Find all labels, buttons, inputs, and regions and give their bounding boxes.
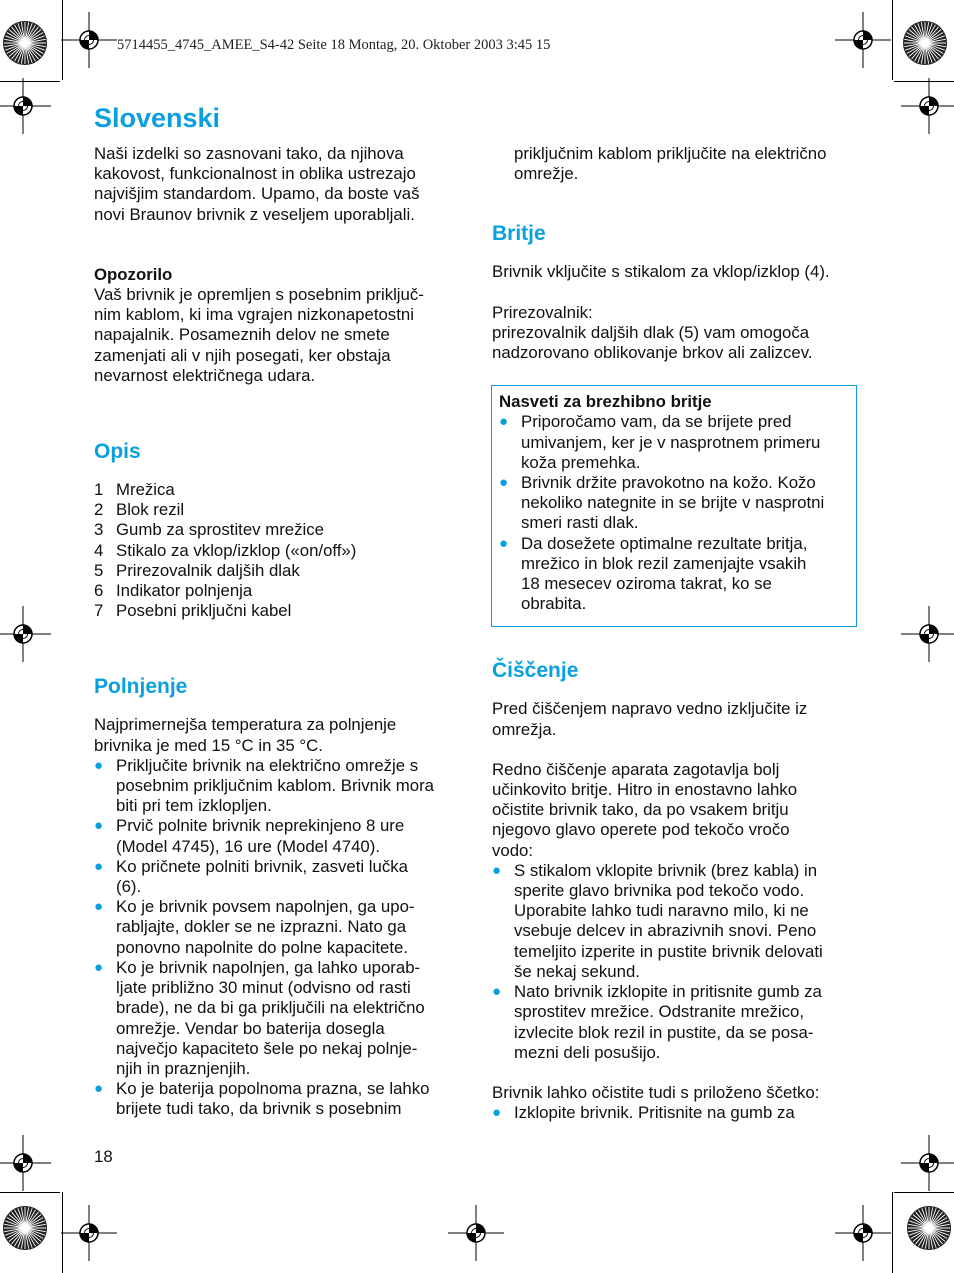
bullet-line: Ko je baterija popolnoma prazna, se lahko [116,1079,430,1099]
bullet-line: Nato brivnik izklopite in pritisnite gumb za [514,982,822,1002]
cleaning-line: njegovo glavo operete pod tekočo vročo [492,820,790,840]
color-target-icon [906,1205,952,1251]
bullet-line: Ko pričnete polniti brivnik, zasveti lučka [116,856,408,876]
warning-line: napajalnik. Posameznih delov ne smete [94,325,390,345]
cleaning-line: Redno čiščenje aparata zagotavlja bolj [492,759,780,779]
bullet-item [94,816,462,856]
bullet-line: Da dosežete optimalne rezultate britja, [521,533,808,553]
charging-bullets [94,756,462,1120]
bullet-line: (Model 4745), 16 ure (Model 4740). [116,836,380,856]
page-number: 18 [94,1147,113,1166]
crop-line [894,1192,954,1193]
bullet-line: Ko je brivnik povsem napolnjen, ga upo- [116,897,415,917]
bullet-item [94,958,462,1079]
crop-line [0,1192,60,1193]
bullet-line: obrabita. [521,594,587,614]
bullet-icon: ● [94,1080,104,1098]
registration-mark-icon [446,1203,506,1263]
tips-heading: Nasveti za brezhibno britje [499,392,712,412]
item-text: Mrežica [116,480,175,500]
warning-line: zamenjati ali v njih posegati, ker obstaja [94,345,391,365]
color-target-icon [2,1205,48,1251]
section-heading-opis: Opis [94,440,141,464]
bullet-line: omrežje. Vendar bo baterija dosegla [116,1018,385,1038]
intro-line: Naši izdelki so zasnovani tako, da njihova [94,144,404,163]
warning-line: nevarnost električnega udara. [94,365,316,385]
warning-heading: Opozorilo [94,264,173,284]
intro-paragraph [94,144,462,225]
bullet-icon: ● [492,861,502,879]
crop-line [0,81,60,82]
page-title: Slovenski [94,103,221,133]
bullet-line: posebnim priključnim kablom. Brivnik mora [116,776,435,796]
bullet-line: mrežico in blok rezil zamenjajte vsakih [521,553,807,573]
bullet-item [94,1079,462,1119]
intro-line: kakovost, funkcionalnost in oblika ustrezajo [94,164,416,184]
bullet-line: Izklopite brivnik. Pritisnite na gumb za [514,1103,795,1123]
trimmer-line: prirezovalnik daljših dlak (5) vam omogoča [492,322,810,342]
bullet-icon: ● [94,958,104,976]
item-text: Gumb za sprostitev mrežice [116,520,324,540]
continuation-paragraph [492,144,860,184]
cleaning-bullets [492,861,860,1063]
bullet-line: 18 mesecev oziroma takrat, ko se [521,574,772,594]
registration-mark-icon [0,1133,53,1193]
registration-mark-icon [899,1133,954,1193]
bullet-icon: ● [94,817,104,835]
bullet-item [499,473,848,534]
item-number: 2 [94,500,104,520]
bullet-line: ljate približno 30 minut (odvisno od rasti [116,978,411,998]
registration-mark-icon [899,76,954,136]
bullet-item [492,861,860,982]
bullet-icon: ● [94,756,104,774]
britje-text: Brivnik vključite s stikalom za vklop/izklop (4). [492,262,830,282]
crop-line [892,1192,893,1273]
bullet-line: Ko je brivnik napolnjen, ga lahko uporab- [116,957,421,977]
section-heading-polnjenje: Polnjenje [94,675,188,699]
bullet-item [94,897,462,958]
registration-mark-icon [59,10,119,70]
bullet-icon: ● [499,413,509,431]
continuation-line: omrežje. [514,164,579,184]
cleaning-line: vodo: [492,840,534,860]
registration-mark-icon [899,604,954,664]
item-text: Indikator polnjenja [116,581,253,601]
registration-mark-icon [0,604,53,664]
bullet-icon: ● [94,857,104,875]
bullet-line: Priključite brivnik na električno omrežje s [116,755,419,775]
registration-mark-icon [833,1203,893,1263]
trimmer-paragraph [492,323,860,363]
list-item [94,601,462,621]
crop-line [894,81,954,82]
item-number: 6 [94,581,104,601]
item-number: 7 [94,601,104,621]
bullet-line: umivanjem, ker je v nasprotnem primeru [521,432,821,452]
bullet-line: rabljajte, dokler se ne izprazni. Nato ga [116,917,407,937]
section-heading-ciscenje: Čiščenje [492,659,579,683]
bullet-line: sprostitev mrežice. Odstranite mrežico, [514,1002,805,1022]
bullet-icon: ● [499,534,509,552]
bullet-line: največjo kapaciteto šele po nekaj polnje- [116,1038,418,1058]
bullet-icon: ● [499,474,509,492]
bullet-line: S stikalom vklopite brivnik (brez kabla) in [514,860,818,880]
cleaning-line: učinkovito britje. Hitro in enostavno lahko [492,780,798,800]
trimmer-line: nadzorovano oblikovanje brkov ali zalizcev. [492,343,813,363]
tips-box [491,385,857,627]
warning-paragraph [94,285,462,386]
left-column [94,100,462,1120]
bullet-icon: ● [492,983,502,1001]
crop-line [62,0,63,80]
list-item [94,541,462,561]
bullet-line: (6). [116,877,142,897]
bullet-line: mezni deli posušijo. [514,1042,661,1062]
bullet-item [499,534,848,615]
bullet-item [492,982,860,1063]
item-number: 1 [94,480,104,500]
bullet-line: smeri rasti dlak. [521,513,639,533]
bullet-line: Uporabite lahko tudi naravno milo, ki ne [514,901,809,921]
bullet-line: vsebuje delcev in abrazivnih snovi. Peno [514,921,817,941]
tips-bullets [499,412,848,614]
cleaning-line: Pred čiščenjem napravo vedno izključite iz [492,699,808,719]
bullet-line: izvlecite blok rezil in pustite, da se posa- [514,1022,814,1042]
intro-line: novi Braunov brivnik z veseljem uporabljali. [94,204,415,224]
registration-mark-icon [59,1203,119,1263]
bullet-item [94,756,462,817]
bullet-line: Prvič polnite brivnik neprekinjeno 8 ure [116,816,405,836]
bullet-item [499,412,848,473]
item-text: Posebni priključni kabel [116,601,292,621]
bullet-icon: ● [94,898,104,916]
item-number: 5 [94,560,104,580]
bullet-item [94,857,462,897]
print-header: 5714455_4745_AMEE_S4-42 Seite 18 Montag, 20. Oktober 2003 3:45 15 [117,37,551,53]
color-target-icon [2,20,48,66]
list-item [94,561,462,581]
bullet-line: njih in praznjenjih. [116,1058,251,1078]
parts-list [94,480,462,621]
list-item [94,520,462,540]
bullet-line: temeljito izperite in pustite brivnik delovati [514,941,823,961]
cleaning-line: očistite brivnik tako, da po vsakem britju [492,800,789,820]
continuation-line: priključnim kablom priključite na električno [514,144,827,163]
bullet-line: še nekaj sekund. [514,961,640,981]
trimmer-label: Prirezovalnik: [492,302,593,322]
color-target-icon [902,20,948,66]
right-column [492,144,860,1123]
item-text: Stikalo za vklop/izklop («on/off») [116,540,357,560]
list-item [94,480,462,500]
bullet-line: Brivnik držite pravokotno na kožo. Kožo [521,473,816,493]
bullet-line: brijete tudi tako, da brivnik s posebnim [116,1099,402,1119]
list-item [94,581,462,601]
cleaning-bullets-2 [492,1103,860,1123]
crop-line [62,1192,63,1273]
cleaning-line: omrežja. [492,719,557,739]
bullet-line: Priporočamo vam, da se brijete pred [521,412,792,432]
bullet-item [492,1103,860,1123]
registration-mark-icon [0,76,53,136]
item-number: 3 [94,520,104,540]
item-number: 4 [94,540,104,560]
bullet-line: ponovno napolnite do polne kapacitete. [116,937,409,957]
cleaning-paragraph-2 [492,760,860,861]
crop-line [892,0,893,80]
charging-intro-line: Najprimernejša temperatura za polnjenje [94,715,397,735]
charging-intro [94,715,462,755]
bullet-line: sperite glavo brivnika pod tekočo vodo. [514,881,805,901]
warning-line: Vaš brivnik je opremljen s posebnim priključ- [94,285,424,305]
bullet-line: biti pri tem izklopljen. [116,796,272,816]
list-item [94,500,462,520]
item-text: Prirezovalnik daljših dlak [116,560,300,580]
charging-intro-line: brivnika je med 15 °C in 35 °C. [94,735,323,755]
bullet-line: nekoliko nategnite in se brijte v nasprotni [521,493,825,513]
item-text: Blok rezil [116,500,185,520]
section-heading-britje: Britje [492,222,546,246]
cleaning-paragraph-1 [492,699,860,739]
bullet-line: brade), ne da bi ga priključili na električno [116,998,425,1018]
cleaning-paragraph-3: Brivnik lahko očistite tudi s priloženo ščetko: [492,1082,820,1102]
warning-line: nim kablom, ki ima vgrajen nizkonapetostni [94,305,414,325]
registration-mark-icon [833,10,893,70]
intro-line: najvišjim standardom. Upamo, da boste vaš [94,184,420,204]
bullet-icon: ● [492,1104,502,1122]
bullet-line: koža premehka. [521,452,641,472]
